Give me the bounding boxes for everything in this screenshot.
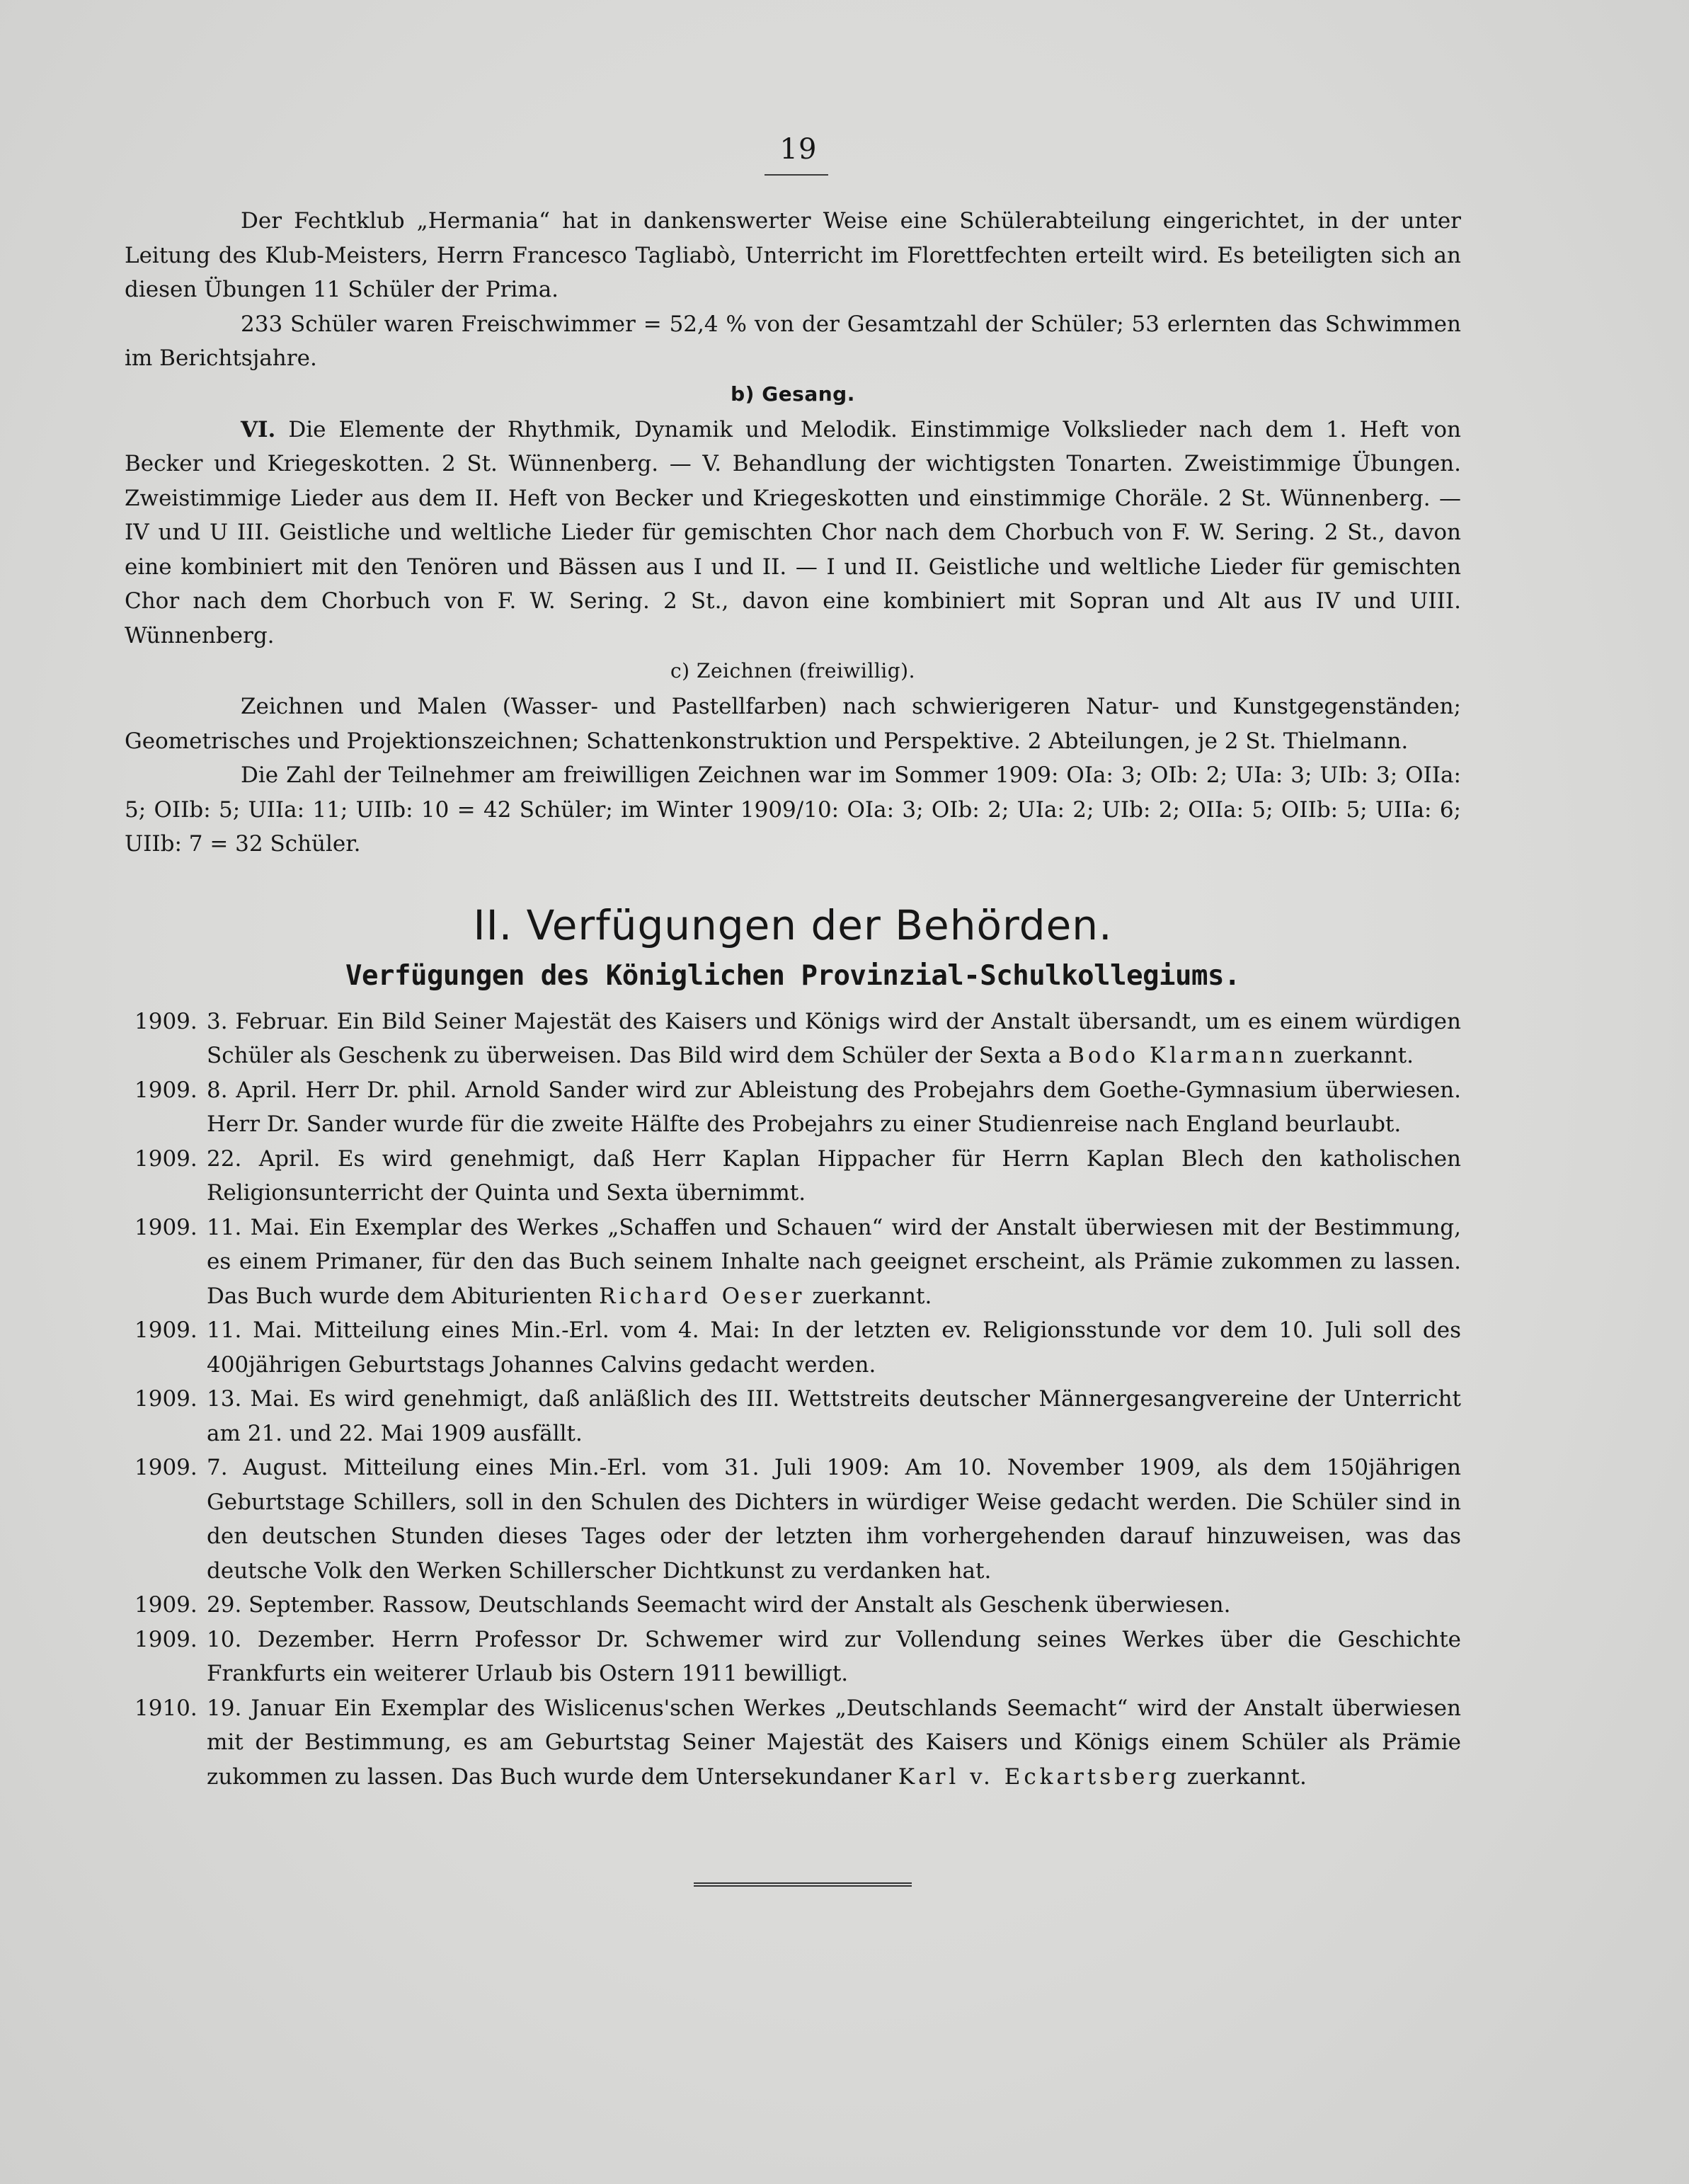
decree-entry [125,1451,1461,1588]
decree-text: 29. September. Rassow, Deutschlands Seemacht wird der Anstalt als Geschenk überwiesen. [207,1592,1231,1618]
decree-entry [125,1588,1461,1623]
decree-text-end: zuerkannt. [1293,1043,1414,1068]
zeichnen-paragraph-2: Die Zahl der Teilnehmer am freiwilligen Zeichnen war im Sommer 1909: OIa: 3; OIb: 2; UIa: 3; UIb: 3; OIIa: 5; OIIb: 5; UIIa: 11; UIIb: 10 = 42 Schüler; im Winter 1909/10: OIa: 3; OIb: 2; UIa: 2; UIb: 2; OIIa: 5; OIIb: 5; UIIa: 6; UIIb: 7 = 32 Schüler. [125,762,1461,857]
decree-year: 1909. [134,1455,197,1480]
page-number-rule [765,174,828,176]
decree-recipient-name: Karl v. Eckartsberg [898,1763,1180,1790]
decree-list [125,1005,1461,1795]
fechtklub-paragraph: Der Fechtklub „Hermania“ hat in dankenswerter Weise eine Schülerabteilung eingerichtet, in der unter Leitung des Klub-Meisters, Herrn Francesco Tagliabò, Unterricht im Florettfechten erteilt wird. Es beteiligten sich an diesen Übungen 11 Schüler der Prima. [125,208,1461,302]
decree-year: 1909. [134,1145,197,1172]
decree-year: 1909. [134,1386,197,1412]
schwimmer-paragraph: 233 Schüler waren Freischwimmer = 52,4 % von der Gesamtzahl der Schüler; 53 erlernten das Schwimmen im Berichtsjahre. [125,311,1461,371]
decree-text: 19. Januar Ein Exemplar des Wislicenus'schen Werkes „Deutschlands Seemacht“ wird der Anstalt überwiesen mit der Bestimmung, es am Geburtstag Seiner Majestät des Kaisers und Königs einem Schüler als Prämie zukommen zu lassen. Das Buch wurde dem Untersekundaner [207,1695,1461,1790]
decree-entry [125,1211,1461,1314]
decree-text: 22. April. Es wird genehmigt, daß Herr Kaplan Hippacher für Herrn Kaplan Blech den katholischen Religionsunterricht der Quinta und Sexta übernimmt. [207,1145,1461,1206]
decree-year: 1910. [134,1695,197,1721]
page-number: 19 [779,133,818,166]
decree-entry [125,1073,1461,1142]
gesang-lead: VI. [241,416,276,442]
decree-recipient-name: Bodo Klarmann [1068,1043,1288,1068]
decree-entry [125,1142,1461,1211]
zeichnen-paragraph-1: Zeichnen und Malen (Wasser- und Pastellfarben) nach schwierigeren Natur- und Kunstgegenständen; Geometrisches und Projektionszeichnen; Schattenkonstruktion und Perspektive. 2 Abteilungen, je 2 St. Thielmann. [125,694,1461,754]
decree-text: 11. Mai. Ein Exemplar des Werkes „Schaffen und Schauen“ wird der Anstalt überwiesen mit der Bestimmung, es einem Primaner, für den das Buch seinem Inhalte nach geeignet erscheint, als Prämie zukommen zu lassen. Das Buch wurde dem Abiturienten [207,1214,1461,1309]
decree-text: 8. April. Herr Dr. phil. Arnold Sander wird zur Ableistung des Probejahrs dem Goethe-Gymnasium überwiesen. Herr Dr. Sander wurde für die zweite Hälfte des Probejahrs zu einer Studienreise nach England beurlaubt. [207,1077,1461,1137]
decree-entry [125,1313,1461,1382]
decree-recipient-name: Richard Oeser [599,1283,806,1309]
decree-year: 1909. [134,1077,197,1103]
end-double-rule [694,1882,912,1887]
decree-text: 11. Mai. Mitteilung eines Min.-Erl. vom 4. Mai: In der letzten ev. Religionsstunde vor dem 10. Juli soll des 400jährigen Geburtstags Johannes Calvins gedacht werden. [207,1317,1461,1378]
decree-entry [125,1382,1461,1451]
decree-text: 3. Februar. Ein Bild Seiner Majestät des Kaisers und Königs wird der Anstalt übersandt, um es einem würdigen Schüler als Geschenk zu überweisen. Das Bild wird dem Schüler der Sexta a [207,1008,1461,1068]
decree-text: 13. Mai. Es wird genehmigt, daß anläßlich des III. Wettstreits deutscher Männergesangvereine der Unterricht am 21. und 22. Mai 1909 ausfällt. [207,1386,1461,1446]
gesang-text: Die Elemente der Rhythmik, Dynamik und Melodik. Einstimmige Volkslieder nach dem 1. Heft von Becker und Kriegeskotten. 2 St. Wünnenberg. — V. Behandlung der wichtigsten Tonarten. Zweistimmige Übungen. Zweistimmige Lieder aus dem II. Heft von Becker und Kriegeskotten und einstimmige Choräle. 2 St. Wünnenberg. — IV und U III. Geistliche und weltliche Lieder für gemischten Chor nach dem Chorbuch von F. W. Sering. 2 St., davon eine kombiniert mit den Tenören und Bässen aus I und II. — I und II. Geistliche und weltliche Lieder für gemischten Chor nach dem Chorbuch von F. W. Sering. 2 St., davon eine kombiniert mit Sopran und Alt aus IV und UIII. Wünnenberg. [125,416,1461,648]
zeichnen-heading: c) Zeichnen (freiwillig). [670,659,915,682]
decree-text-end: zuerkannt. [812,1283,932,1309]
decree-year: 1909. [134,1317,197,1343]
decree-text: 7. August. Mitteilung eines Min.-Erl. vom 31. Juli 1909: Am 10. November 1909, als dem 150jährigen Geburtstage Schillers, soll in den Schulen des Dichters in würdiger Weise gedacht werden. Die Schüler sind in den deutschen Stunden dieses Tages oder der letzten ihm vorhergehenden darauf hinzuweisen, was das deutsche Volk den Werken Schillerscher Dichtkunst zu verdanken hat. [207,1455,1461,1584]
gesang-heading: b) Gesang. [731,382,855,406]
decree-entry [125,1623,1461,1691]
decree-entry [125,1005,1461,1073]
gesang-paragraph [125,413,1461,653]
decree-year: 1909. [134,1008,197,1034]
decree-year: 1909. [134,1626,197,1652]
decree-entry [125,1691,1461,1795]
decree-text: 10. Dezember. Herrn Professor Dr. Schwemer wird zur Vollendung seines Werkes über die Geschichte Frankfurts ein weiterer Urlaub bis Ostern 1911 bewilligt. [207,1626,1461,1686]
section-title: II. Verfügungen der Behörden. [473,901,1113,949]
decree-year: 1909. [134,1592,197,1618]
page-content [125,204,1461,1794]
section-subtitle: Verfügungen des Königlichen Provinzial-Schulkollegiums. [345,959,1240,992]
decree-year: 1909. [134,1214,197,1240]
decree-text-end: zuerkannt. [1186,1763,1307,1790]
